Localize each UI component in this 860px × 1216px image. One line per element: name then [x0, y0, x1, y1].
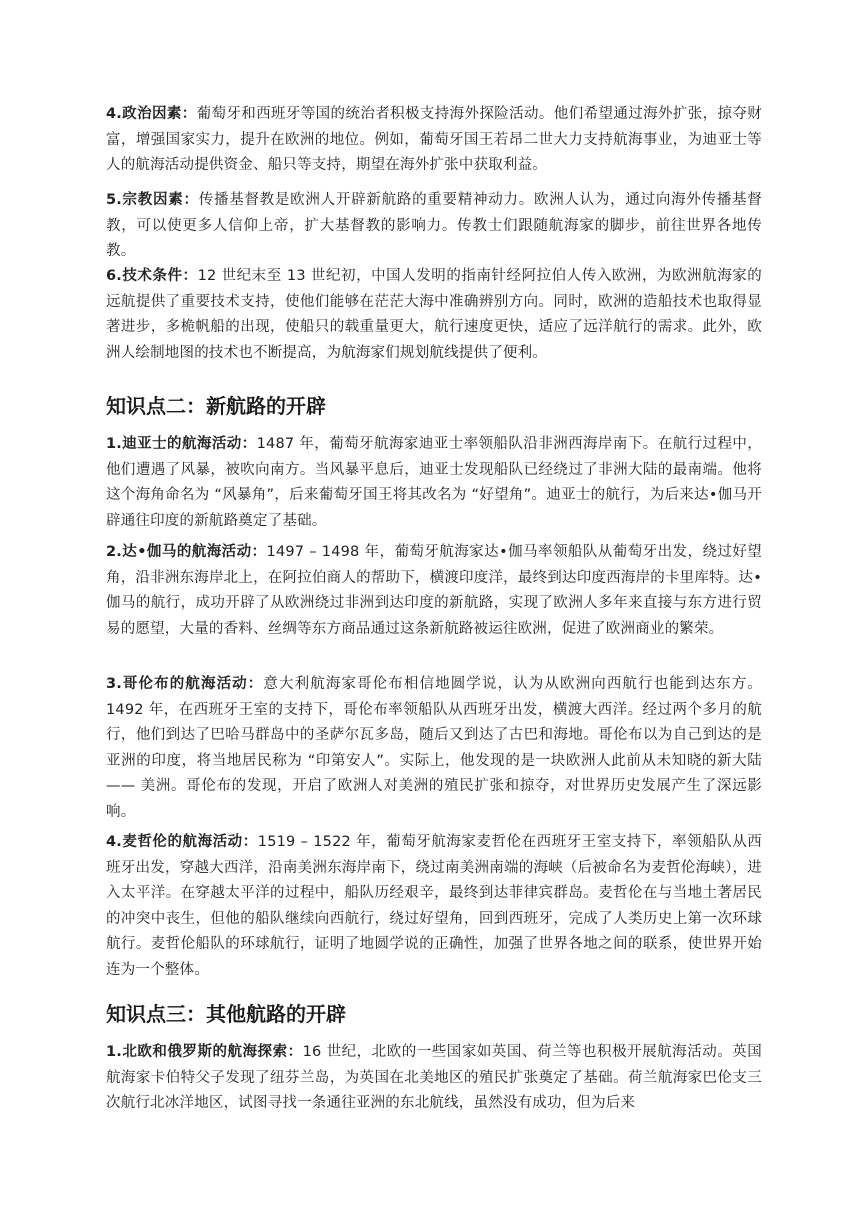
section-heading-other-routes: 知识点三：其他航路的开辟 — [106, 1002, 346, 1026]
paragraph-dias-voyage — [106, 432, 762, 534]
paragraph-lead: 3.哥伦布的航海活动： — [106, 676, 264, 692]
paragraph-lead: 1.迪亚士的航海活动： — [106, 436, 257, 452]
paragraph-lead: 4.政治因素： — [106, 106, 197, 122]
paragraph-text: 意大利航海家哥伦布相信地圆学说，认为从欧洲向西航行也能到达东方。1492 年，在西班牙王室的支持下，哥伦布率领船队从西班牙出发，横渡大西洋。经过两个多月的航行，他们到达了巴哈马群岛中的圣萨尔瓦多岛，随后又到达了古巴和海地。哥伦布以为自己到达的是亚洲的印度，将当地居民称为 “印第安人”。实际上，他发现的是一块欧洲人此前从未知晓的新大陆 —— 美洲。哥伦布的发现，开启了欧洲人对美洲的殖民扩张和掠夺，对世界历史发展产生了深远影响。 — [106, 676, 763, 820]
paragraph-political-factors — [106, 102, 762, 179]
paragraph-text: 葡萄牙和西班牙等国的统治者积极支持海外探险活动。他们希望通过海外扩张，掠夺财富，增强国家实力，提升在欧洲的地位。例如，葡萄牙国王若昂二世大力支持航海事业，为迪亚士等人的航海活动提供资金、船只等支持，期望在海外扩张中获取利益。 — [106, 106, 762, 174]
paragraph-lead: 4.麦哲伦的航海活动： — [106, 834, 258, 850]
paragraph-lead: 1.北欧和俄罗斯的航海探索： — [106, 1044, 303, 1060]
paragraph-text: 1519 – 1522 年，葡萄牙航海家麦哲伦在西班牙王室支持下，率领船队从西班牙出发，穿越大西洋，沿南美洲东海岸南下，绕过南美洲南端的海峡（后被命名为麦哲伦海峡），进入太平洋。在穿越太平洋的过程中，船队历经艰辛，最终到达菲律宾群岛。麦哲伦在与当地土著居民的冲突中丧生，但他的船队继续向西航行，绕过好望角，回到西班牙，完成了人类历史上第一次环球航行。麦哲伦船队的环球航行，证明了地圆学说的正确性，加强了世界各地之间的联系，使世界开始连为一个整体。 — [106, 834, 762, 978]
paragraph-technical-conditions — [106, 264, 762, 366]
paragraph-northern-europe-voyage — [106, 1040, 762, 1117]
paragraph-lead: 2.达•伽马的航海活动： — [106, 544, 267, 560]
paragraph-lead: 5.宗教因素： — [106, 192, 199, 208]
paragraph-text: 1487 年，葡萄牙航海家迪亚士率领船队沿非洲西海岸南下。在航行过程中，他们遭遇了风暴，被吹向南方。当风暴平息后，迪亚士发现船队已经绕过了非洲大陆的最南端。他将这个海角命名为 “风暴角”，后来葡萄牙国王将其改名为 “好望角”。迪亚士的航行，为后来达•伽马开辟通往印度的新航路奠定了基础。 — [106, 436, 763, 529]
paragraph-text: 传播基督教是欧洲人开辟新航路的重要精神动力。欧洲人认为，通过向海外传播基督教，可以使更多人信仰上帝，扩大基督教的影响力。传教士们跟随航海家的脚步，前往世界各地传教。 — [106, 192, 762, 260]
paragraph-magellan-voyage — [106, 830, 762, 984]
paragraph-text: 12 世纪末至 13 世纪初，中国人发明的指南针经阿拉伯人传入欧洲，为欧洲航海家的远航提供了重要技术支持，使他们能够在茫茫大海中准确辨别方向。同时，欧洲的造船技术也取得显著进步，多桅帆船的出现，使船只的载重量更大，航行速度更快，适应了远洋航行的需求。此外，欧洲人绘制地图的技术也不断提高，为航海家们规划航线提供了便利。 — [106, 268, 762, 361]
paragraph-columbus-voyage — [106, 672, 762, 826]
paragraph-text: 1497 – 1498 年，葡萄牙航海家达•伽马率领船队从葡萄牙出发，绕过好望角，沿非洲东海岸北上，在阿拉伯商人的帮助下，横渡印度洋，最终到达印度西海岸的卡里库特。达•伽马的航行，成功开辟了从欧洲绕过非洲到达印度的新航路，实现了欧洲人多年来直接与东方进行贸易的愿望，大量的香料、丝绸等东方商品通过这条新航路被运往欧洲，促进了欧洲商业的繁荣。 — [106, 544, 762, 637]
section-heading-new-routes: 知识点二：新航路的开辟 — [106, 394, 326, 418]
paragraph-lead: 6.技术条件： — [106, 268, 198, 284]
paragraph-text: 16 世纪，北欧的一些国家如英国、荷兰等也积极开展航海活动。英国航海家卡伯特父子发现了纽芬兰岛，为英国在北美地区的殖民扩张奠定了基础。荷兰航海家巴伦支三次航行北冰洋地区，试图寻找一条通往亚洲的东北航线，虽然没有成功，但为后来 — [106, 1044, 762, 1112]
paragraph-religious-factors — [106, 188, 762, 265]
paragraph-gama-voyage — [106, 540, 762, 642]
